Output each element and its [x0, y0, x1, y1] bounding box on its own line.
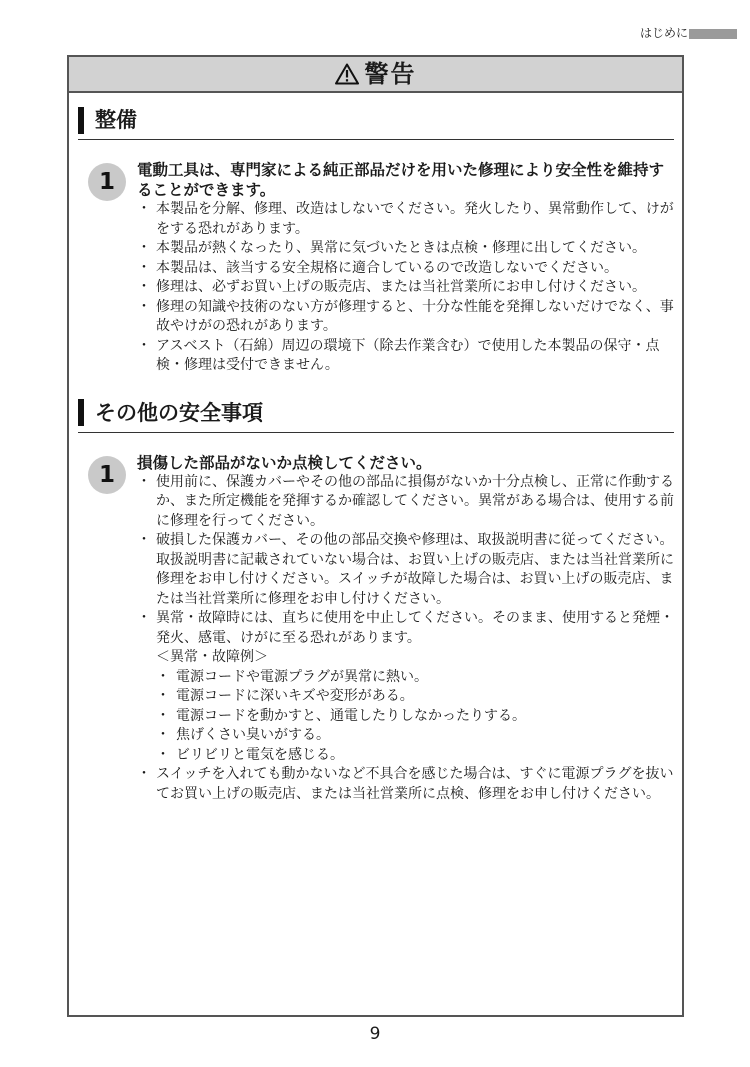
bullet-list: [137, 473, 674, 649]
list-item: ・ スイッチを入れても動かないなど不具合を感じた場合は、すぐに電源プラグを抜いてお買い上げの販売店、または当社営業所に点検、修理をお申し付けください。: [137, 765, 674, 804]
list-item: ・ 電源コードを動かすと、通電したりしなかったりする。: [156, 707, 674, 727]
warning-banner: [69, 57, 682, 93]
item-number-badge: 1: [88, 456, 126, 494]
list-item: ・ アスベスト（石綿）周辺の環境下（除去作業含む）で使用した本製品の保守・点検・修理は受付できません。: [137, 337, 674, 376]
warning-content: [69, 101, 682, 804]
list-item: ・ ビリビリと電気を感じる。: [156, 746, 674, 766]
example-heading: ＜異常・故障例＞: [156, 649, 268, 665]
section-title: その他の安全事項: [95, 400, 263, 425]
header-section-label: はじめに: [639, 26, 688, 40]
section-marker: [78, 107, 84, 134]
page-number: 9: [369, 1024, 381, 1044]
list-item: ・ 修理の知識や技術のない方が修理すると、十分な性能を発揮しないだけでなく、事故やけがの恐れがあります。: [137, 298, 674, 337]
bullet-list: [137, 200, 674, 376]
warning-triangle-icon: [335, 63, 359, 85]
item-heading: 損傷した部品がないか点検してください。: [137, 453, 432, 472]
list-item: ・ 修理は、必ずお買い上げの販売店、または当社営業所にお申し付けください。: [137, 278, 674, 298]
list-item: ・ 電源コードに深いキズや変形がある。: [156, 687, 674, 707]
other-safety-item: [78, 453, 674, 805]
section-heading-other-safety: [78, 394, 674, 433]
list-item: ・ 破損した保護カバー、その他の部品交換や修理は、取扱説明書に従ってください。取扱説明書に記載されていない場合は、お買い上げの販売店、または当社営業所に修理をお申し付けください。スイッチが故障した場合は、お買い上げの販売店、または当社営業所に修理をお申し付けください。: [137, 531, 674, 609]
list-item: ・ 焦げくさい臭いがする。: [156, 726, 674, 746]
item-number-badge: 1: [88, 163, 126, 201]
list-item: ・ 本製品が熱くなったり、異常に気づいたときは点検・修理に出してください。: [137, 239, 674, 259]
list-item: ・ 使用前に、保護カバーやその他の部品に損傷がないか十分点検し、正常に作動するか、また所定機能を発揮するか確認してください。異常がある場合は、使用する前に修理を行ってください。: [137, 473, 674, 532]
warning-frame: [67, 55, 684, 1017]
example-list: [137, 668, 674, 766]
section-heading-maintenance: [78, 101, 674, 140]
bullet-list: [137, 765, 674, 804]
warning-title: 警告: [364, 60, 417, 88]
maintenance-item: [78, 160, 674, 376]
item-heading: 電動工具は、専門家による純正部品だけを用いた修理により安全性を維持することができます。: [137, 161, 665, 199]
section-marker: [78, 399, 84, 426]
list-item: ・ 電源コードや電源プラグが異常に熱い。: [156, 668, 674, 688]
list-item: ・ 異常・故障時には、直ちに使用を中止してください。そのまま、使用すると発煙・発火、感電、けがに至る恐れがあります。: [137, 609, 674, 648]
section-title: 整備: [95, 108, 137, 132]
list-item: ・ 本製品は、該当する安全規格に適合しているので改造しないでください。: [137, 259, 674, 279]
header-tab-bar: [689, 29, 737, 39]
list-item: ・ 本製品を分解、修理、改造はしないでください。発火したり、異常動作して、けがをする恐れがあります。: [137, 200, 674, 239]
